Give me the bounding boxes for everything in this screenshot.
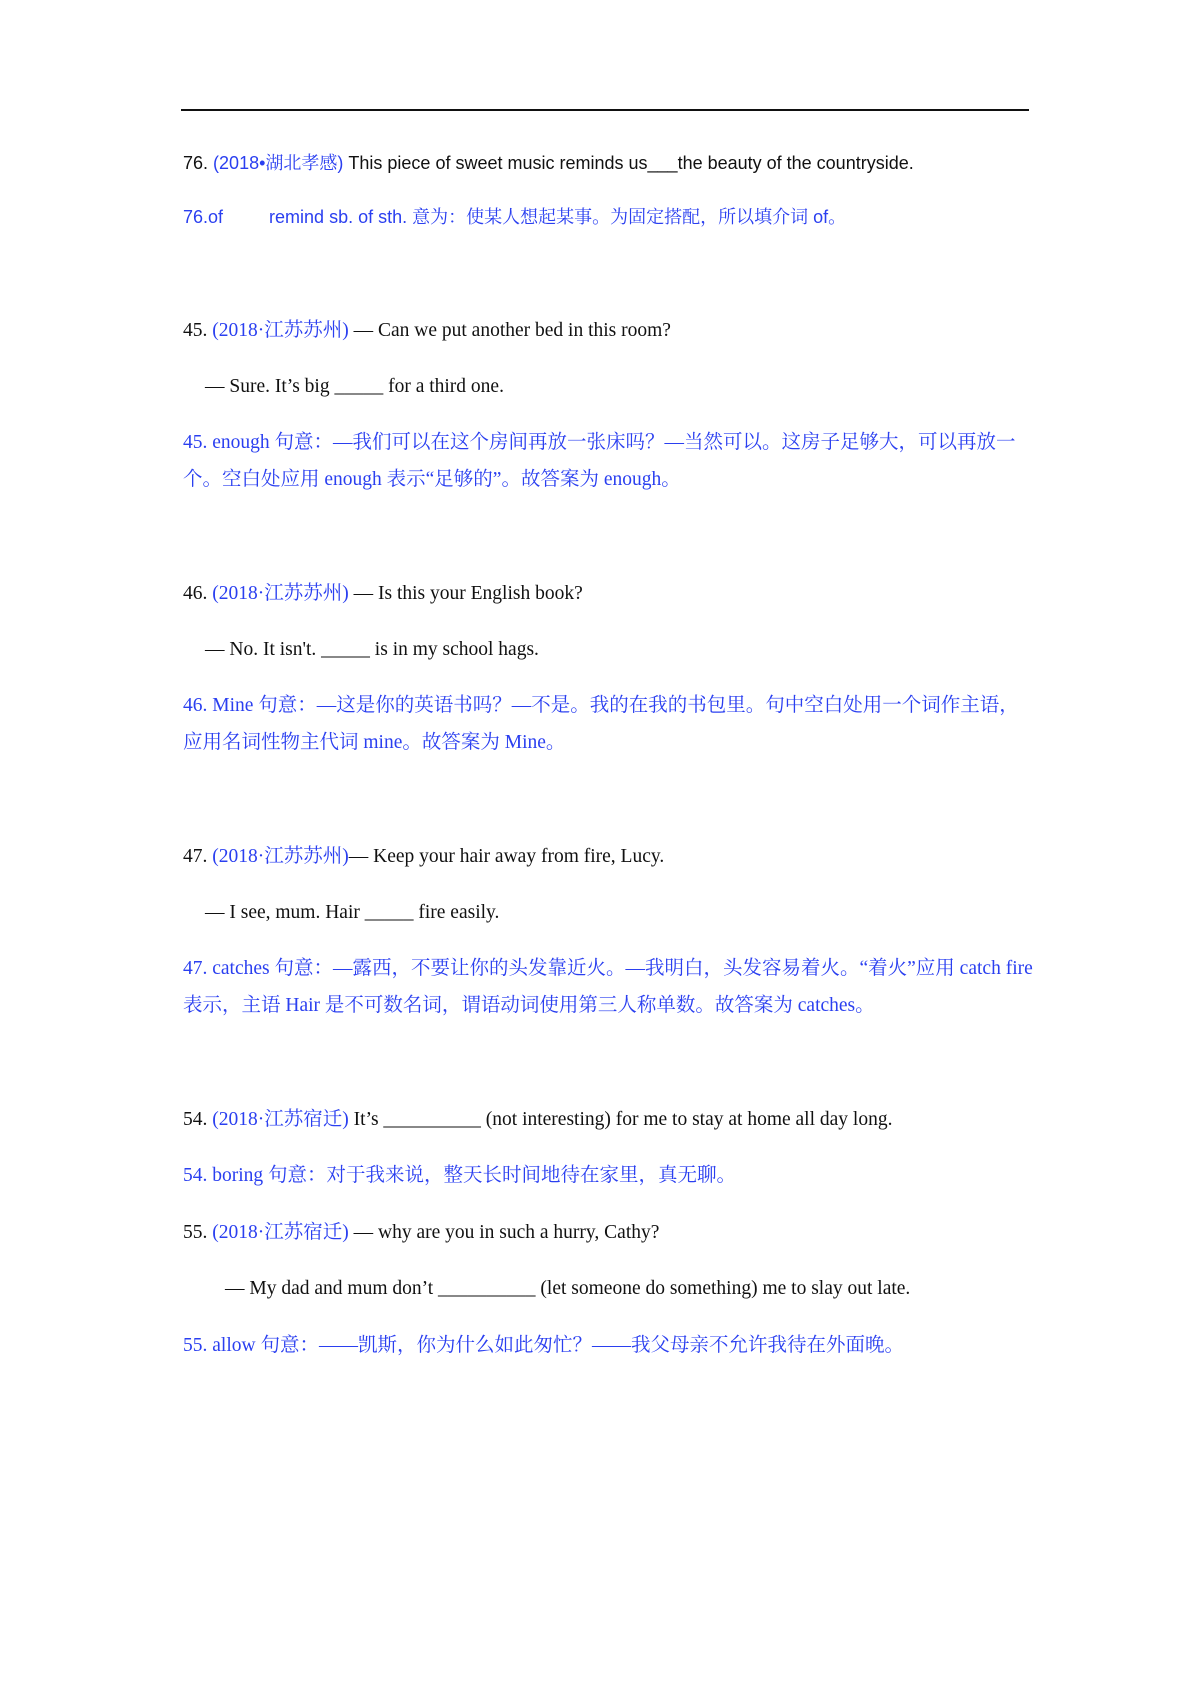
answer-45: 45. enough 句意：—我们可以在这个房间再放一张床吗？—当然可以。这房子足够大，可以再放一个。空白处应用 enough 表示“足够的”。故答案为 enough。 xyxy=(183,432,1016,490)
question-source: (2018·江苏苏州) xyxy=(212,583,349,604)
answer-76 xyxy=(183,204,846,230)
answer-47: 47. catches 句意：—露西，不要让你的头发靠近火。—我明白，头发容易着火。“着火”应用 catch fire 表示，主语 Hair 是不可数名词，谓语动词使用第三人称单数。故答案为 catches。 xyxy=(183,958,1033,1016)
question-46-reply: — No. It isn't. _____ is in my school hags. xyxy=(205,639,539,660)
question-55-reply: — My dad and mum don’t __________ (let someone do something) me to slay out late. xyxy=(225,1278,911,1299)
question-number: 55. xyxy=(183,1222,208,1243)
question-45-prompt xyxy=(183,318,671,344)
answer-46: 46. Mine 句意：—这是你的英语书吗？—不是。我的在我的书包里。句中空白处用一个词作主语，应用名词性物主代词 mine。故答案为 Mine。 xyxy=(183,695,1019,753)
answer-55: 55. allow 句意：——凯斯，你为什么如此匆忙？——我父母亲不允许我待在外面晚。 xyxy=(183,1335,904,1356)
answer-text: remind sb. of sth. 意为：使某人想起某事。为固定搭配，所以填介词 of。 xyxy=(269,207,847,227)
question-number: 47. xyxy=(183,846,208,867)
question-source: (2018·江苏苏州) xyxy=(212,320,349,341)
question-text: — why are you in such a hurry, Cathy? xyxy=(353,1222,660,1243)
question-number: 46. xyxy=(183,583,208,604)
question-text: — Is this your English book? xyxy=(353,583,583,604)
question-source: (2018·江苏苏州) xyxy=(212,846,349,867)
question-number: 76. xyxy=(183,153,209,173)
question-source: (2018·江苏宿迁) xyxy=(212,1222,349,1243)
question-47-prompt xyxy=(183,844,664,870)
header-rule xyxy=(181,109,1029,111)
question-45-reply: — Sure. It’s big _____ for a third one. xyxy=(205,376,504,397)
question-47-reply: — I see, mum. Hair _____ fire easily. xyxy=(205,902,500,923)
question-blank: ___ xyxy=(647,153,678,173)
question-text: This piece of sweet music reminds us xyxy=(348,153,648,173)
question-76-prompt xyxy=(183,150,914,176)
question-55-prompt xyxy=(183,1220,659,1246)
question-number: 54. xyxy=(183,1109,208,1130)
question-46-prompt xyxy=(183,581,583,607)
question-number: 45. xyxy=(183,320,208,341)
answer-key: 76.of xyxy=(183,207,224,227)
question-text: — Can we put another bed in this room? xyxy=(353,320,671,341)
question-source: (2018·江苏宿迁) xyxy=(212,1109,349,1130)
question-text: — Keep your hair away from fire, Lucy. xyxy=(348,846,665,867)
question-text-end: the beauty of the countryside. xyxy=(677,153,914,173)
question-text: It’s __________ (not interesting) for me to stay at home all day long. xyxy=(353,1109,893,1130)
question-source: (2018•湖北孝感) xyxy=(213,153,344,173)
answer-54: 54. boring 句意：对于我来说，整天长时间地待在家里，真无聊。 xyxy=(183,1165,737,1186)
question-54-prompt xyxy=(183,1107,892,1133)
